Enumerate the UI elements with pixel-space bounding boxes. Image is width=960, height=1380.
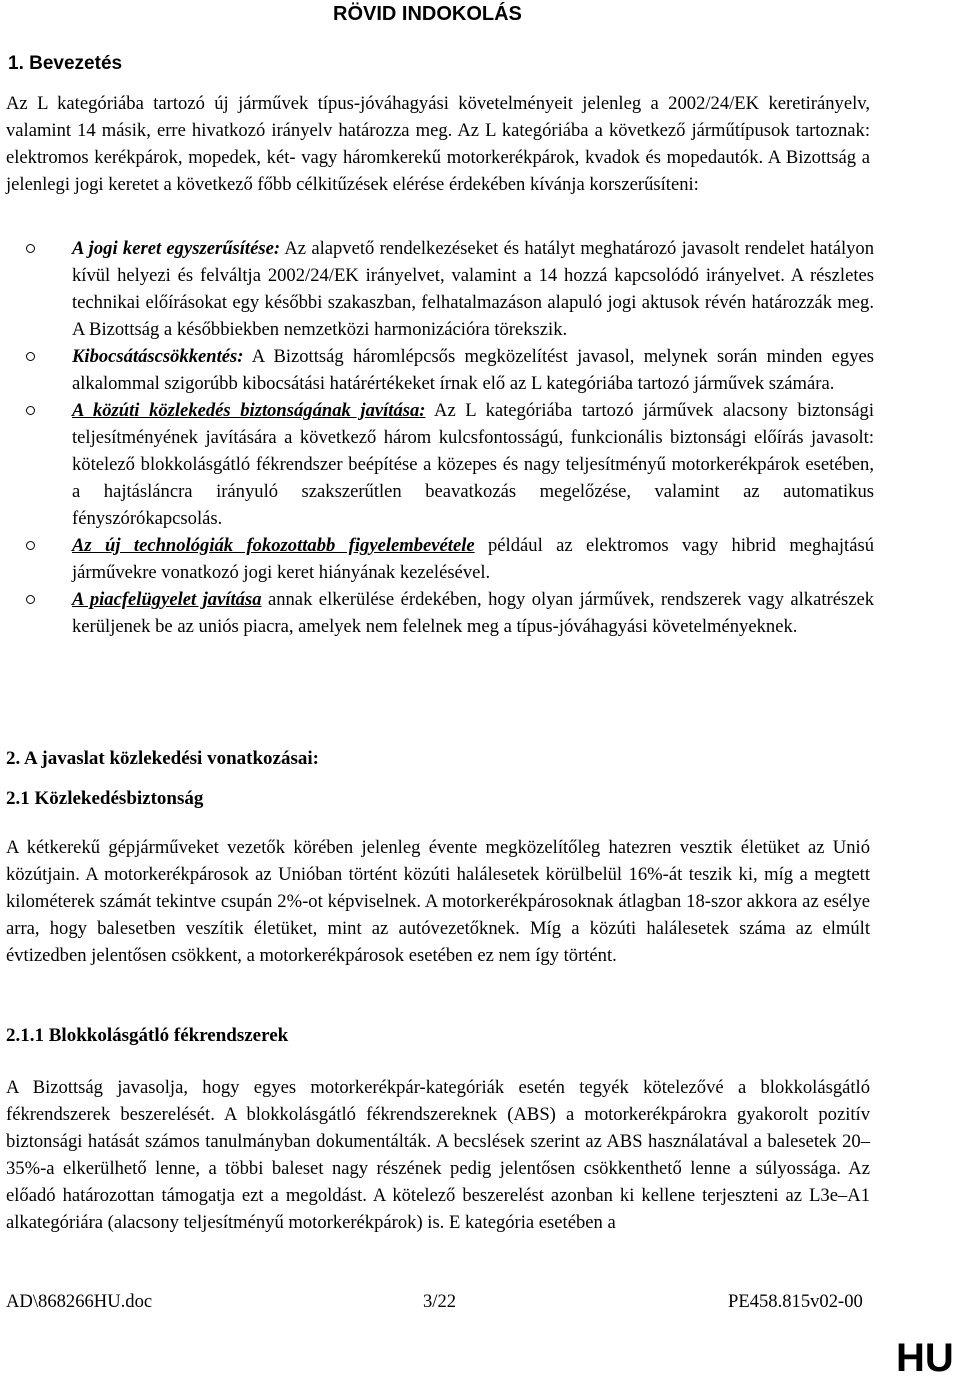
item-lead: A közúti közlekedés biztonságának javítása:: [72, 400, 426, 421]
item-text: annak elkerülése érdekében, hogy olyan járművek, rendszerek vagy alkatrészek kerüljenek be az uniós piacra, amelyek nem felelnek meg a típus-jóváhagyási követelményeknek.: [72, 589, 875, 637]
section-2-1-body: [6, 834, 870, 969]
abs-paragraph: A Bizottság javasolja, hogy egyes motorkerékpár-kategóriák esetén tegyék kötelezővé a blokkolásgátló fékrendszerek beszerelését. A blokkolásgátló fékrendszereknek (ABS) a motorkerékpárokra gyakorolt pozitív biztonsági hatását számos tanulmányban dokumentálták. A becslések szerint az ABS használatával a balesetek 20–35%-a elkerülhető lenne, a többi baleset nagy részének pedig jelentősen csökkenthető lenne a súlyossága. Az előadó határozottan támogatja ezt a megoldást. A kötelező beszerelést azonban ki kellene terjeszteni az L3e–A1 alkategóriára (alacsony teljesítményű motorkerékpárok) is. E kategória esetében a: [6, 1077, 870, 1233]
item-lead: Az új technológiák fokozottabb figyelembevétele: [72, 535, 475, 556]
objectives-list: [26, 235, 874, 640]
item-text: például az elektromos vagy hibrid meghajtású járművekre vonatkozó jogi keret hiányának kezelésével.: [72, 535, 875, 583]
bullet-icon: [26, 406, 35, 415]
list-item: [26, 532, 874, 586]
section-2-1-1-body: [6, 1074, 870, 1236]
footer-doc-reference: AD\868266HU.doc: [6, 1291, 153, 1312]
footer-document-code: PE458.815v02-00: [728, 1291, 863, 1312]
section-1-heading: 1. Bevezetés: [8, 53, 123, 74]
bullet-icon: [26, 244, 35, 253]
list-item: [26, 397, 874, 532]
section-2-1-1-heading: 2.1.1 Blokkolásgátló fékrendszerek: [6, 1025, 289, 1046]
item-lead: A piacfelügyelet javítása: [72, 589, 262, 610]
language-code: HU: [896, 1336, 954, 1380]
item-text: Az L kategóriába tartozó járművek alacsony biztonsági teljesítményének javítására a következő három kulcsfontosságú, funkcionális biztonsági előírás javasolt: kötelező blokkolásgátló fékrendszer beépítése a közepes és nagy teljesítményű motorkerékpárok esetében, a hajtásláncra irányuló szakszerűtlen beavatkozás megelőzése, valamint az automatikus fényszórókapcsolás.: [72, 400, 874, 529]
bullet-icon: [26, 541, 35, 550]
footer-page-number: 3/22: [423, 1291, 457, 1312]
section-2-heading: 2. A javaslat közlekedési vonatkozásai:: [6, 748, 319, 769]
item-lead: Kibocsátáscsökkentés:: [72, 346, 244, 367]
item-lead: A jogi keret egyszerűsítése:: [72, 238, 281, 259]
bullet-icon: [26, 352, 35, 361]
item-text: Az alapvető rendelkezéseket és hatályt meghatározó javasolt rendelet hatályon kívül helyezi és felváltja 2002/24/EK irányelvet, valamint a 14 hozzá kapcsolódó irányelvet. A részletes technikai előírásokat egy későbbi szakaszban, felhatalmazáson alapuló jogi aktusok révén határozzák meg. A Bizottság a későbbiekben nemzetközi harmonizációra törekszik.: [72, 238, 875, 340]
list-item: [26, 586, 874, 640]
road-safety-paragraph: A kétkerekű gépjárműveket vezetők körében jelenleg évente megközelítőleg hatezren vesztik életüket az Unió közútjain. A motorkerékpárosok az Unióban történt közúti halálesetek körülbelül 16%-át teszik ki, míg a megtett kilométerek számát tekintve csupán 2%-ot képviselnek. A motorkerékpárosoknak átlagban 18-szor akkora az esélye arra, hogy balesetben veszítik életüket, mint az autóvezetőknek. Míg a közúti halálesetek száma az elmúlt évtizedben jelentősen csökkent, a motorkerékpárosok esetében ez nem így történt.: [6, 837, 870, 966]
intro-paragraph: Az L kategóriába tartozó új járművek típus-jóváhagyási követelményeit jelenleg a 2002/24/EK keretirányelv, valamint 14 másik, erre hivatkozó irányelv határozza meg. Az L kategóriába a következő járműtípusok tartoznak: elektromos kerékpárok, mopedek, két- vagy háromkerekű motorkerékpárok, kvadok és mopedautók. A Bizottság a jelenlegi jogi keretet a következő főbb célkitűzések elérése érdekében kívánja korszerűsíteni:: [6, 93, 870, 195]
section-2-1-heading: 2.1 Közlekedésbiztonság: [6, 788, 204, 809]
bullet-icon: [26, 595, 35, 604]
section-1-intro: [6, 90, 870, 198]
document-title: RÖVID INDOKOLÁS: [333, 3, 522, 25]
list-item: [26, 343, 874, 397]
list-item: [26, 235, 874, 343]
item-text: A Bizottság háromlépcsős megközelítést javasol, melynek során minden egyes alkalommal szigorúbb kibocsátási határértékeket írnak elő az L kategóriába tartozó járművek számára.: [72, 346, 874, 394]
